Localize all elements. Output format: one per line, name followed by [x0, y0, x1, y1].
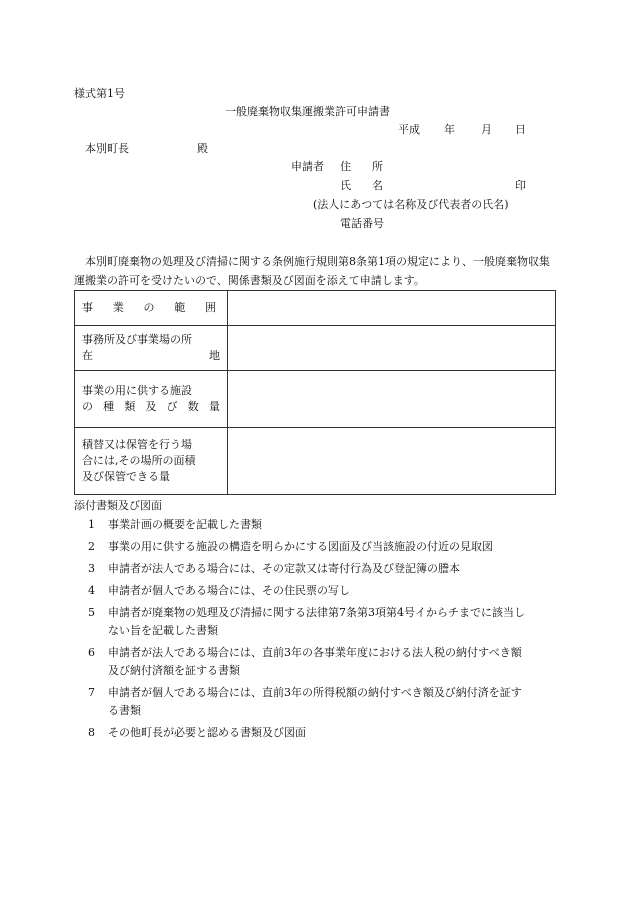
table-value-cell[interactable]: [228, 428, 556, 495]
label-line: 及び保管できる量: [82, 470, 170, 483]
label-line: 積替又は保管を行う場: [82, 438, 192, 451]
address-label-1: 住: [340, 160, 351, 173]
item-text: 申請者が個人である場合には、直前3年の所得税額の納付すべき額及び納付済を証す: [108, 686, 522, 699]
table-label: [75, 371, 228, 428]
table-row: [75, 291, 556, 326]
attachments-title: 添付書類及び図面: [74, 499, 162, 512]
form-number: 様式第1号: [74, 87, 125, 100]
list-item: [74, 684, 560, 720]
name-label-2: 名: [372, 179, 383, 192]
list-item: [74, 538, 560, 556]
table-row: [75, 428, 556, 495]
item-text: その他町長が必要と認める書類及び図面: [108, 726, 306, 739]
label-line: 事業の用に供する施設: [82, 384, 192, 397]
applicant-label: 申請者: [291, 160, 324, 173]
list-item: [74, 644, 560, 680]
item-text-continued: ない旨を記載した書類: [108, 624, 218, 637]
table-label: [75, 291, 228, 326]
date-era: 平成: [398, 123, 420, 136]
list-item: [74, 724, 560, 742]
list-item: [74, 516, 560, 534]
date-day: 日: [515, 123, 526, 136]
table-row: [75, 371, 556, 428]
label-char: 種: [103, 400, 115, 413]
item-number: 8: [88, 726, 95, 739]
attachments-list: [74, 516, 560, 746]
table-label: [75, 326, 228, 371]
list-item: [74, 582, 560, 600]
address-label-2: 所: [372, 160, 383, 173]
label-char: 在: [82, 349, 93, 362]
corporate-note: (法人にあつては名称及び代表者の氏名): [313, 198, 509, 211]
item-number: 1: [88, 518, 95, 531]
item-number: 4: [88, 584, 95, 597]
document-title: 一般廃棄物収集運搬業許可申請書: [225, 105, 390, 118]
label-char: 囲: [205, 301, 216, 314]
application-table: [74, 290, 556, 495]
item-text: 申請者が法人である場合には、直前3年の各事業年度における法人税の納付すべき額: [108, 646, 522, 659]
item-number: 3: [88, 562, 95, 575]
item-text-continued: 及び納付済額を証する書類: [108, 664, 240, 677]
addressee-name: 本別町長: [85, 142, 129, 155]
label-char: の: [143, 301, 155, 314]
item-number: 2: [88, 540, 95, 553]
label-char: 及: [145, 400, 157, 413]
table-value-cell[interactable]: [228, 371, 556, 428]
label-char: 数: [187, 400, 199, 413]
label-char: び: [166, 400, 178, 413]
item-text-continued: る書類: [108, 704, 141, 717]
label-char: の: [82, 400, 93, 413]
item-number: 6: [88, 646, 95, 659]
body-paragraph: 本別町廃棄物の処理及び清掃に関する条例施行規則第8条第1項の規定により、一般廃棄物収集運搬業の許可を受けたいので、関係書類及び図面を添えて申請します。: [74, 255, 550, 287]
table-value-cell[interactable]: [228, 291, 556, 326]
label-char: 事: [82, 301, 93, 314]
item-number: 5: [88, 606, 95, 619]
label-line: 合には,その場所の面積: [82, 454, 196, 467]
item-text: 申請者が個人である場合には、その住民票の写し: [108, 584, 350, 597]
label-char: 範: [174, 301, 186, 314]
date-month: 月: [481, 123, 492, 136]
label-char: 類: [124, 400, 136, 413]
item-text: 事業の用に供する施設の構造を明らかにする図面及び当該施設の付近の見取図: [108, 540, 493, 553]
phone-label: 電話番号: [340, 217, 384, 230]
item-text: 申請者が廃棄物の処理及び清掃に関する法律第7条第3項第4号イからチまでに該当し: [108, 606, 525, 619]
list-item: [74, 604, 560, 640]
item-number: 7: [88, 686, 95, 699]
table-label: [75, 428, 228, 495]
addressee-honorific: 殿: [197, 142, 208, 155]
name-label-1: 氏: [340, 179, 351, 192]
label-char: 地: [209, 349, 220, 362]
date-year: 年: [444, 123, 455, 136]
label-line: 事務所及び事業場の所: [82, 333, 192, 346]
list-item: [74, 560, 560, 578]
seal-mark: 印: [515, 179, 526, 192]
table-value-cell[interactable]: [228, 326, 556, 371]
label-char: 業: [112, 301, 124, 314]
item-text: 事業計画の概要を記載した書類: [108, 518, 262, 531]
label-char: 量: [208, 400, 220, 413]
table-row: [75, 326, 556, 371]
item-text: 申請者が法人である場合には、その定款又は寄付行為及び登記簿の謄本: [108, 562, 460, 575]
